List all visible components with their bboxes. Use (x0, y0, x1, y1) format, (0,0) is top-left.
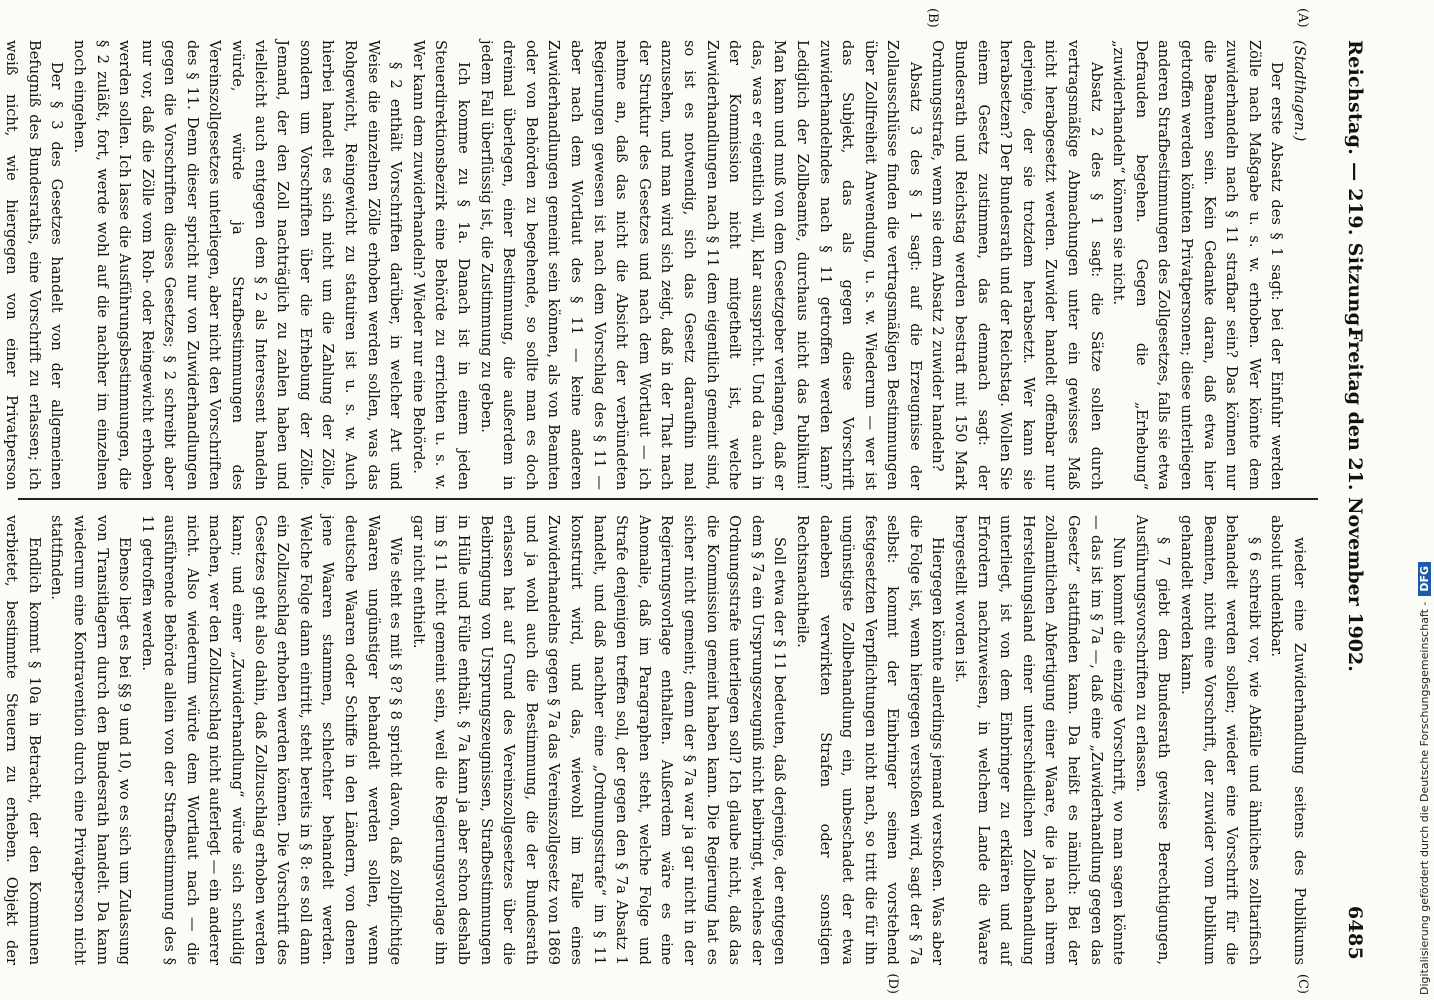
paragraph: Endlich kommt § 10a in Betracht, der den Kommunen verbietet, bestimmte Steuern zu erheben. Objekt der (3, 515, 43, 965)
paragraph: Absatz 2 des § 1 sagt: die Sätze sollen durch vertragsmäßige Abmachungen unter ein gewisses Maß nicht herabgesetzt werden. Zuwider handelt offenbar nur derjenige, der sie trotzdem herabsetzt. Wer kann sie herabsetzen? Der Bundesrath und der Reichstag. Wollen Sie einem Gesetz zustimmen, das demnach sagt: der Bundesrath und Reichstag werden bestraft mit 150 Mark Ordnungsstrafe, wenn sie dem Absatz 2 zuwider handeln? (929, 40, 1105, 490)
credit-text: Digitalisierung gefördert durch die Deutsche Forschungsgemeinschaft - (1418, 601, 1431, 995)
text-column-right (3, 515, 1310, 965)
paragraph: Der erste Absatz des § 1 sagt: bei der Einfuhr werden Zölle nach Maßgabe u. s. w. erhoben. Wer könnte dem zuwiderhandeln nach § 11 strafbar sein? Das können nur die Beamten sein. Kein Gedanke daran, daß etwa hier getroffen werden könnten Privatpersonen; diese unterliegen anderen Strafbestimmungen des Zollgesetzes, falls sie etwa Defrauden begehen. Gegen die „Erhebung“ „zuwiderhandeln“ können sie nicht. (1110, 40, 1286, 490)
paragraph: wieder eine Zuwiderhandlung seitens des Publikums absolut undenkbar. (1268, 515, 1308, 965)
page-header (1322, 40, 1366, 960)
dfg-logo: DFG (1418, 562, 1431, 596)
paragraph: Der § 3 des Gesetzes handelt von der allgemeinen Befugniß des Bundesraths, eine Vorschrift zu erlassen; ich weiß nicht, wie hiergegen von einer Privatperson (3, 40, 66, 490)
paragraph: § 6 schreibt vor, wie Abfälle und ähnliches zolltarifisch behandelt werden sollen; wieder eine Vorschrift für die Beamten, nicht eine Vorschrift, der zuwider vom Publikum gehandelt werden kann. (1178, 515, 1263, 965)
paragraph: Ich komme zu § 1a. Danach ist in einem jeden Steuerdirektionsbezirk eine Behörde zu errichten u. s. w. Wer kann dem zuwiderhandeln? Wieder nur eine Behörde. (409, 40, 473, 490)
margin-mark-b: (B) (925, 8, 940, 28)
page-number: 6485 (1344, 905, 1366, 960)
paragraph: Hiergegen könnte allerdings jemand verstoßen. Was aber die Folge ist, wenn hiergegen verstoßen wird, sagt der § 7a selbst: kommt der Einbringer seinen vorstehend festgesetzten Verpflichtungen nicht nach, so tritt die für ihn ungünstigste Zollbehandlung ein, unbeschadet der etwa daneben verwirkten Strafen oder sonstigen Rechtsnachtheile. (793, 515, 947, 965)
paragraph: Ebenso liegt es bei §§ 9 und 10, wo es sich um Zulassung von Transitlagern durch den Bundesrath handelt. Da kann wiederum eine Kontravention durch eine Privatperson nicht stattfinden. (48, 515, 134, 965)
paragraph: Soll etwa der § 11 bedeuten, daß derjenige, der entgegen dem § 7a ein Ursprungszeugniß nicht beibringt, welches der Ordnungsstrafe unterliegen soll? Ich glaube nicht, daß das die Kommission gemeint haben kann. Die Regierung hat es sicher nicht gemeint; denn der § 7a war ja gar nicht in der Regierungsvorlage enthalten. Außerdem wäre es eine Anomalie, daß im Paragraphen steht, welche Folge und Strafe denjenigen treffen soll, der gegen den § 7a Absatz 1 handelt, und daß nachher eine „Ordnungsstrafe“ im § 11 konstruirt wird, und das, wiewohl im Falle eines Zuwiderhandelns gegen § 7a das Vereinszollgesetz von 1869 und ja wohl auch die Bestimmung, die der Bundesrath erlassen hat auf Grund des Vereinszollgesetzes über die Beibringung von Ursprungszeugnissen, Strafbestimmungen in Hülle und Fülle enthält. § 7a kann ja aber schon deshalb im § 11 nicht gemeint sein, weil die Regierungsvorlage ihn gar nicht enthielt. (409, 515, 789, 965)
header-date: Freitag den 21. November 1902. (1344, 328, 1366, 672)
margin-mark-d: (D) (885, 973, 900, 994)
paragraph: Wie steht es mit § 8? § 8 spricht davon, daß zollpflichtige Waaren ungünstiger behandelt werden sollen, wenn deutsche Waaren oder Schiffe in den Ländern, von denen jene Waaren stammen, schlechter behandelt werden. Welche Folge dann eintritt, steht bereits in § 8: es soll dann ein Zollzuschlag erhoben werden können. Die Vorschrift des Gesetzes geht also dahin, daß Zollzuschlag erhoben werden kann; und einer „Zuwiderhandlung“ würde sich schuldig machen, wer den Zollzuschlag nicht auferlegt — ein anderer nicht. Also wiederum würde dem Wortlaut nach — die ausführende Behörde allein von der Strafbestimmung des § 11 getroffen werden. (138, 515, 405, 965)
paragraph: § 7 giebt dem Bundesrath gewisse Berechtigungen, Ausführungsvorschriften zu erlassen. (1132, 515, 1173, 965)
paragraph: Nun kommt die einzige Vorschrift, wo man sagen könnte — das ist im § 7a —, daß eine „Zuwiderhandlung gegen das Gesetz“ stattfinden kann. Da heißt es nämlich: Bei der zollamtlichen Abfertigung einer Waare, die ja nach ihrem Herstellungsland einer unterschiedlichen Zollbehandlung unterliegt, ist von dem Einbringer zu erklären und auf Erfordern nachzuweisen, in welchem Lande die Waare hergestellt worden ist. (952, 515, 1128, 965)
column-divider (18, 498, 1318, 500)
header-left: Reichstag. — 219. Sitzung. (1344, 40, 1366, 334)
text-column-left (3, 40, 1310, 490)
speaker-note: (Stadthagen.) (1291, 40, 1308, 142)
paragraph: § 2 enthält Vorschriften darüber, in welcher Art und Weise die einzelnen Zölle erhoben werden sollen, was das Rohgewicht, Reingewicht zu statuiren ist u. s. w. Auch hierbei handelt es sich nicht um die Zahlung der Zölle, sondern um Vorschriften über die Erhebung der Zölle. Jemand, der den Zoll nachträglich zu zahlen haben und vielleicht auch entgegen dem § 2 als Interessent handeln würde, würde ja Strafbestimmungen des Vereinszollgesetzes unterliegen, aber nicht den Vorschriften des § 11. Denn dieser spricht nur von Zuwiderhandlungen gegen die Vorschriften dieses Gesetzes; § 2 schreibt aber nur vor, daß die Zölle vom Roh- oder Reingewicht erhoben werden sollen. Ich lasse die Ausführungsbestimmungen, die § 2 zuläßt, fort, werde wohl auf die nachher im einzelnen noch eingehen. (70, 40, 405, 490)
margin-mark-c: (C) (1295, 973, 1310, 994)
margin-mark-a: (A) (1295, 8, 1310, 28)
paragraph: Absatz 3 des § 1 sagt: auf die Erzeugnisse der Zollausschlüsse finden die vertragsmäßigen Bestimmungen über Zollfreiheit Anwendung, u. s. w. Wiederum — wer ist das Subjekt, das als gegen diese Vorschrift zuwiderhandelndes nach § 11 getroffen werden kann? Lediglich der Zollbeamte, durchaus nicht das Publikum! Man kann und muß von dem Gesetzgeber verlangen, daß er das, was er eigentlich will, klar ausspricht. Und da auch in der Kommission nicht mitgetheilt ist, welche Zuwiderhandlungen nach § 11 dem eigentlich gemeint sind, so ist es notwendig, sich das Gesetz daraufhin mal anzusehen, und man wird sich zeigt, daß in der That nach der Struktur des Gesetzes und nach dem Wortlaut — ich nehme an, daß das nicht die Absicht der verbündeten Regierungen gewesen ist nach dem Vorschlag des § 11 — aber nach dem Wortlaut des § 11 — keine anderen Zuwiderhandlungen gemeint sein können, als von Beamten oder von Behörden zu begehende, so sollte man es doch dreimal überlegen, einer Bestimmung, die außerdem in jedem Fall überflüssig ist, die Zustimmung zu geben. (477, 40, 924, 490)
digitization-credit (1418, 0, 1431, 995)
